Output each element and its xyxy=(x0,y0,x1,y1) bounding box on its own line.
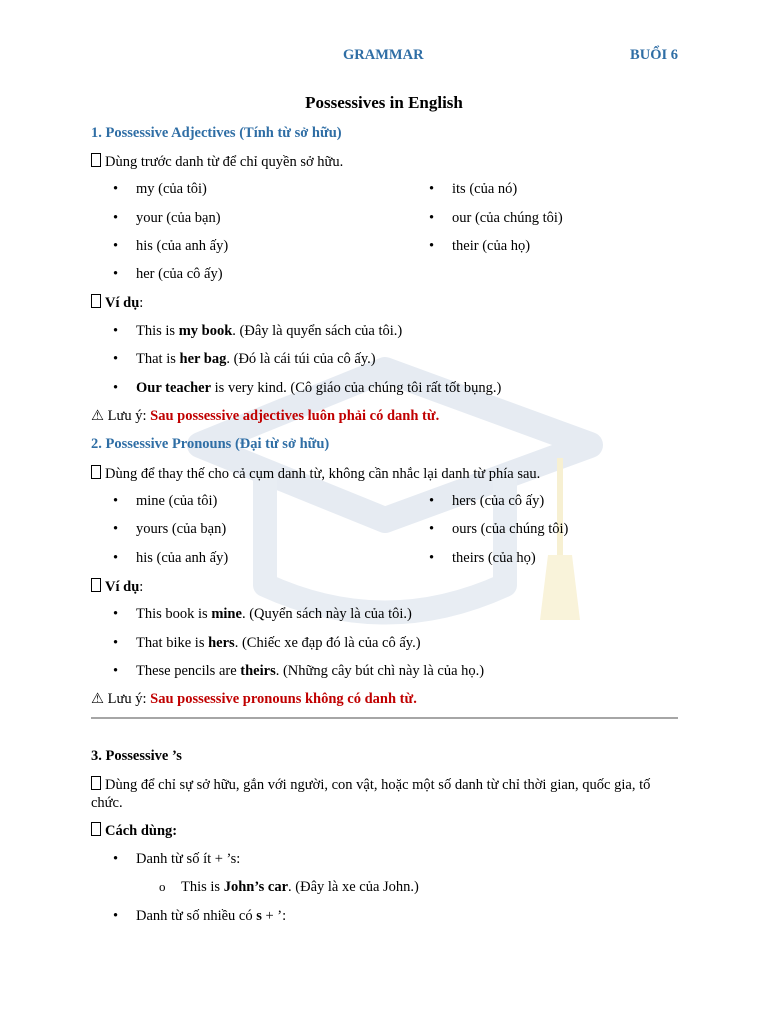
example-item: • That bike is hers. (Chiếc xe đạp đó là của cô ấy.) xyxy=(136,635,421,652)
list-item: • his (của anh ấy) xyxy=(136,550,228,567)
list-item: • its (của nó) xyxy=(452,181,517,198)
note: ⚠ Lưu ý: Sau possessive adjectives luôn phải có danh từ. xyxy=(91,408,440,424)
section-1-heading: 1. Possessive Adjectives (Tính từ sở hữu) xyxy=(91,125,342,141)
checkbox-icon xyxy=(91,776,101,790)
example-item: • That is her bag. (Đó là cái túi của cô ấy.) xyxy=(136,351,376,368)
example-item: • This book is mine. (Quyển sách này là của tôi.) xyxy=(136,606,412,623)
example-item: • This is my book. (Đây là quyển sách của tôi.) xyxy=(136,323,402,340)
rule-item: • Danh từ số ít + ’s: xyxy=(136,851,240,868)
examples-label: Ví dụ: xyxy=(91,294,143,312)
checkbox-icon xyxy=(91,153,101,167)
list-item: • yours (của bạn) xyxy=(136,521,226,538)
checkbox-icon xyxy=(91,578,101,592)
checkbox-icon xyxy=(91,294,101,308)
list-item: • his (của anh ấy) xyxy=(136,238,228,255)
section-3-intro: Dùng để chỉ sự sở hữu, gắn với người, con vật, hoặc một số danh từ chỉ thời gian, quốc gia, tố chức. xyxy=(91,777,651,811)
list-item: • hers (của cô ấy) xyxy=(452,493,544,510)
checkbox-icon xyxy=(91,465,101,479)
examples-label: Ví dụ: xyxy=(91,578,143,596)
usage-label: Cách dùng: xyxy=(91,822,177,840)
list-item: • my (của tôi) xyxy=(136,181,207,198)
list-item: • our (của chúng tôi) xyxy=(452,210,563,227)
header-grammar: GRAMMAR xyxy=(343,47,424,63)
checkbox-icon xyxy=(91,822,101,836)
list-item: • their (của họ) xyxy=(452,238,530,255)
rule-example: o This is John’s car. (Đây là xe của John.) xyxy=(181,879,419,896)
divider xyxy=(91,717,678,719)
header-lesson-number: BUỔI 6 xyxy=(630,47,678,63)
list-item: • her (của cô ấy) xyxy=(136,266,223,283)
section-1-intro: Dùng trước danh từ để chỉ quyền sở hữu. xyxy=(91,153,343,171)
list-item: • your (của bạn) xyxy=(136,210,221,227)
example-item: • These pencils are theirs. (Những cây bút chì này là của họ.) xyxy=(136,663,484,680)
section-3-heading: 3. Possessive ’s xyxy=(91,748,182,764)
page-title: Possessives in English xyxy=(305,93,463,112)
list-item: • mine (của tôi) xyxy=(136,493,217,510)
rule-item: • Danh từ số nhiều có s + ’: xyxy=(136,908,286,925)
section-2-intro: Dùng để thay thế cho cả cụm danh từ, không cần nhắc lại danh từ phía sau. xyxy=(91,465,540,483)
example-item: • Our teacher is very kind. (Cô giáo của chúng tôi rất tốt bụng.) xyxy=(136,380,501,397)
section-2-heading: 2. Possessive Pronouns (Đại từ sở hữu) xyxy=(91,436,330,452)
note: ⚠ Lưu ý: Sau possessive pronouns không có danh từ. xyxy=(91,691,417,707)
list-item: • theirs (của họ) xyxy=(452,550,536,567)
list-item: • ours (của chúng tôi) xyxy=(452,521,568,538)
